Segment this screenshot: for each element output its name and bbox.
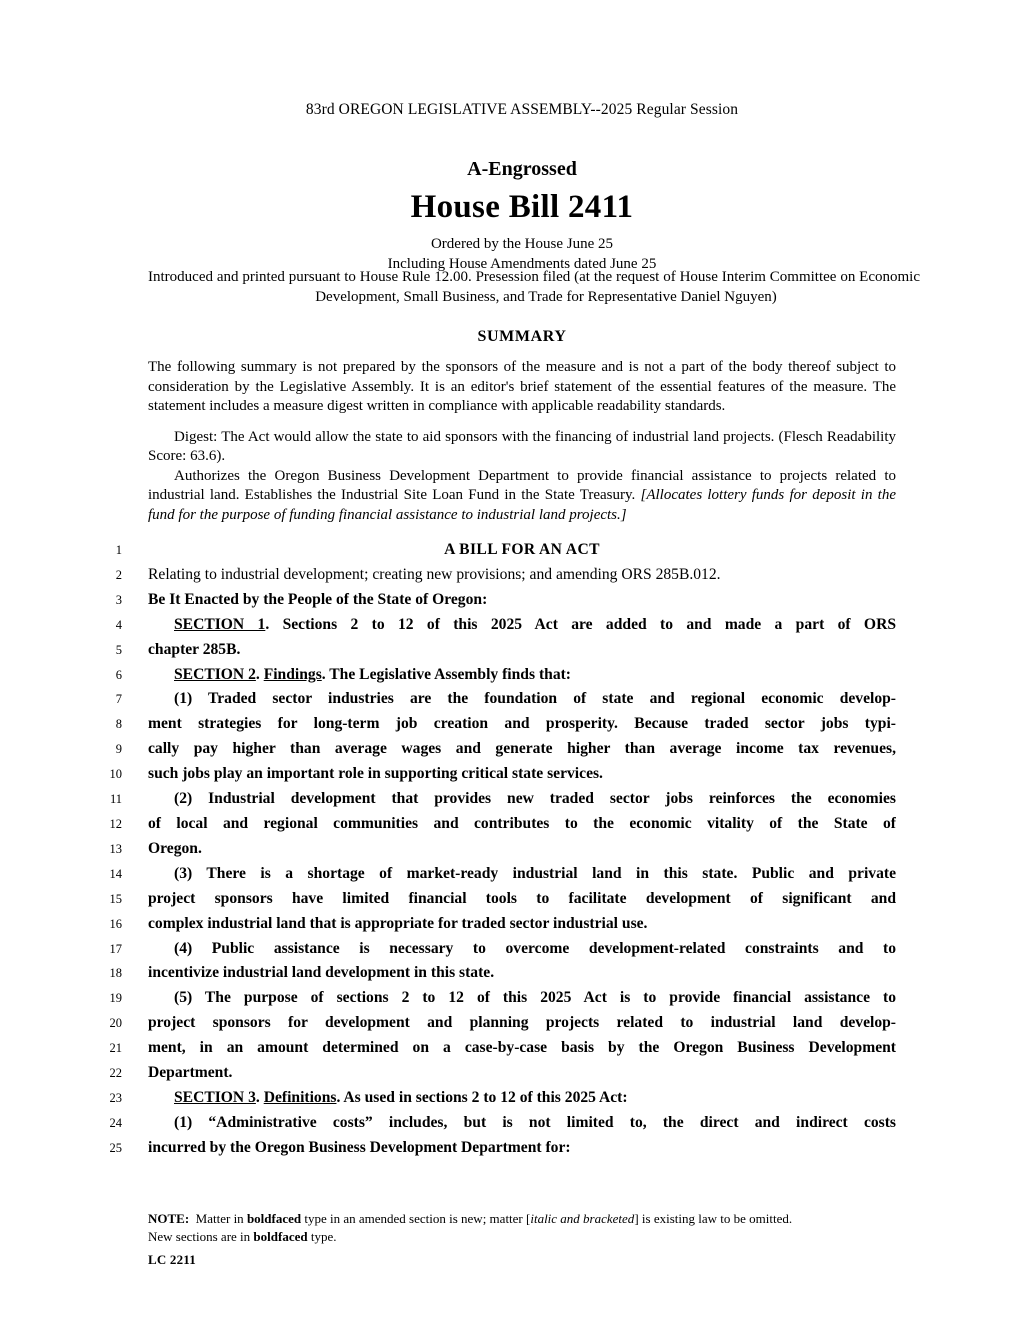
bill-line-row bbox=[0, 762, 1024, 787]
line-number: 3 bbox=[115, 592, 122, 607]
bill-line-text: chapter 285B. bbox=[148, 640, 241, 658]
amendments-line: Including House Amendments dated June 25 bbox=[387, 255, 657, 272]
bill-section-line: SECTION 2. Findings. The Legislative Assembly finds that: bbox=[174, 665, 571, 683]
note-italic: italic and bracketed bbox=[530, 1211, 635, 1226]
bill-line-row bbox=[0, 588, 1024, 613]
bill-line-row bbox=[0, 1061, 1024, 1086]
bill-act-heading: A BILL FOR AN ACT bbox=[444, 541, 600, 558]
line-number: 1 bbox=[115, 543, 122, 557]
bill-line-text: Relating to industrial development; creating new provisions; and amending ORS 285B.012. bbox=[148, 565, 721, 583]
note-label: NOTE: bbox=[148, 1211, 190, 1226]
bill-line-row bbox=[0, 837, 1024, 862]
bill-line-text: (1) Traded sector industries are the foundation of state and regional economic develop- bbox=[174, 690, 896, 708]
bill-line-text: Oregon. bbox=[148, 839, 202, 857]
line-number: 23 bbox=[109, 1090, 122, 1105]
bill-line-text: ment strategies for long-term job creation and prosperity. Because traded sector jobs typi- bbox=[148, 715, 896, 733]
bill-section-line: SECTION 1. Sections 2 to 12 of this 2025 Act are added to and made a part of ORS bbox=[174, 615, 896, 633]
line-number: 20 bbox=[109, 1016, 122, 1031]
bill-line-row bbox=[0, 887, 1024, 912]
bill-line-row bbox=[0, 538, 1024, 563]
bill-line-text: project sponsors for development and planning projects related to industrial land develop- bbox=[148, 1014, 896, 1032]
bill-line-row bbox=[0, 613, 1024, 638]
line-number: 15 bbox=[109, 891, 122, 906]
summary-authorizes bbox=[148, 467, 896, 526]
line-number: 9 bbox=[115, 742, 122, 757]
bill-line-row bbox=[0, 1111, 1024, 1136]
line-number: 4 bbox=[115, 617, 122, 632]
line-number: 24 bbox=[109, 1115, 122, 1130]
bill-section-line: SECTION 3. Definitions. As used in sections 2 to 12 of this 2025 Act: bbox=[174, 1088, 628, 1106]
note-text-3: ] is existing law to be omitted. bbox=[634, 1211, 793, 1226]
section-subtitle: Findings bbox=[263, 665, 322, 683]
bill-line-text: incurred by the Oregon Business Development Department for: bbox=[148, 1138, 571, 1156]
note-bold-2: boldfaced bbox=[253, 1228, 308, 1244]
bill-line-row bbox=[0, 1086, 1024, 1111]
bill-line-row bbox=[0, 787, 1024, 812]
section-label: SECTION 1 bbox=[174, 615, 266, 633]
bill-line-text: Department. bbox=[148, 1064, 233, 1082]
bill-line-row bbox=[0, 961, 1024, 986]
line-number: 19 bbox=[109, 991, 122, 1006]
lc-code: LC 2211 bbox=[148, 1252, 196, 1267]
engrossed-label: A-Engrossed bbox=[467, 158, 577, 180]
note-bold-1: boldfaced bbox=[246, 1211, 302, 1226]
bill-line-row bbox=[0, 986, 1024, 1011]
bill-line-row bbox=[0, 1011, 1024, 1036]
line-number: 10 bbox=[109, 767, 122, 782]
line-number: 2 bbox=[115, 567, 122, 582]
section-label: SECTION 3 bbox=[174, 1088, 256, 1106]
note-text-2: type in an amended section is new; matter [ bbox=[301, 1211, 531, 1226]
assembly-session-line: 83rd OREGON LEGISLATIVE ASSEMBLY--2025 Regular Session bbox=[305, 101, 739, 118]
bill-line-text: Be It Enacted by the People of the State of Oregon: bbox=[148, 590, 488, 608]
bill-line-row bbox=[0, 937, 1024, 962]
bill-line-row bbox=[0, 812, 1024, 837]
line-number: 22 bbox=[109, 1066, 122, 1081]
bill-line-row bbox=[0, 638, 1024, 663]
section-label: SECTION 2 bbox=[174, 665, 256, 683]
line-number: 8 bbox=[115, 717, 122, 732]
line-number: 17 bbox=[109, 941, 122, 956]
line-number: 12 bbox=[109, 816, 122, 831]
bill-title: House Bill 2411 bbox=[410, 189, 634, 225]
bill-line-row bbox=[0, 687, 1024, 712]
summary-authorizes-plain: Authorizes the Oregon Business Development Department to provide financial assistance to projects related to industrial land. Establishes the Industrial Site Loan Fund in the State Treasury. bbox=[148, 467, 896, 503]
line-number: 7 bbox=[115, 692, 122, 707]
bill-line-text: (4) Public assistance is necessary to overcome development-related constraints and to bbox=[174, 939, 896, 957]
note-text-1: Matter in bbox=[195, 1211, 247, 1226]
bill-line-row bbox=[0, 1136, 1024, 1161]
bill-line-row bbox=[0, 862, 1024, 887]
bill-line-text: project sponsors have limited financial tools to facilitate development of significant and bbox=[148, 889, 896, 907]
bill-line-text: (2) Industrial development that provides new traded sector jobs reinforces the economies bbox=[174, 790, 896, 808]
bill-line-text: of local and regional communities and contributes to the economic vitality of the State of bbox=[148, 814, 896, 832]
summary-heading: SUMMARY bbox=[477, 328, 567, 345]
bill-body-lines bbox=[0, 538, 1024, 1161]
note-text-4: New sections are in bbox=[148, 1228, 254, 1244]
bill-line-row bbox=[0, 737, 1024, 762]
ordered-by-line: Ordered by the House June 25 bbox=[430, 236, 614, 252]
line-number: 13 bbox=[109, 841, 122, 856]
line-number: 21 bbox=[109, 1041, 122, 1056]
bill-line-text: complex industrial land that is appropriate for traded sector industrial use. bbox=[148, 914, 648, 932]
line-number: 5 bbox=[115, 642, 122, 657]
bill-line-text: (5) The purpose of sections 2 to 12 of this 2025 Act is to provide financial assistance to bbox=[174, 989, 896, 1007]
bill-line-text: incentivize industrial land development in this state. bbox=[148, 964, 495, 982]
bill-line-text: such jobs play an important role in supporting critical state services. bbox=[148, 765, 603, 783]
line-number: 11 bbox=[109, 792, 122, 807]
bill-line-text: (1) “Administrative costs” includes, but is not limited to, the direct and indirect costs bbox=[174, 1113, 896, 1131]
summary-digest: Digest: The Act would allow the state to aid sponsors with the financing of industrial land projects. (Flesch Readability Score: 63.6). bbox=[148, 428, 896, 464]
line-number: 18 bbox=[109, 966, 122, 981]
summary-disclaimer: The following summary is not prepared by the sponsors of the measure and is not a part of the body thereof subject to consideration by the Legislative Assembly. It is an editor's brief statement of the essential features of the measure. The statement includes a measure digest written in compliance with applicable readability standards. bbox=[148, 359, 896, 414]
bill-line-row bbox=[0, 663, 1024, 688]
bill-line-text: (3) There is a shortage of market-ready industrial land in this state. Public and private bbox=[174, 864, 896, 882]
line-number: 25 bbox=[109, 1140, 122, 1155]
masthead bbox=[148, 100, 896, 274]
note-text-5: type. bbox=[307, 1228, 337, 1244]
section-subtitle: Definitions bbox=[263, 1088, 337, 1106]
bill-line-row bbox=[0, 912, 1024, 937]
footer-note bbox=[148, 1210, 896, 1245]
summary-authorizes-bracketed: [Allocates lottery funds for deposit in the fund for the purpose of funding financial assistance to industrial land projects.] bbox=[148, 487, 896, 523]
line-number: 6 bbox=[115, 667, 122, 682]
bill-line-row bbox=[0, 712, 1024, 737]
introduced-paragraph: Introduced and printed pursuant to House Rule 12.00. Presession filed (at the request of House Interim Committee on Economic Development, Small Business, and Trade for Representative Daniel Nguyen) bbox=[148, 269, 920, 305]
line-number: 16 bbox=[109, 916, 122, 931]
line-number: 14 bbox=[109, 866, 122, 881]
bill-line-row bbox=[0, 563, 1024, 588]
bill-line-text: ment, in an amount determined on a case-by-case basis by the Oregon Business Development bbox=[148, 1039, 896, 1057]
bill-line-text: cally pay higher than average wages and generate higher than average income tax revenues, bbox=[148, 740, 896, 758]
bill-line-row bbox=[0, 1036, 1024, 1061]
summary-body bbox=[148, 358, 896, 525]
